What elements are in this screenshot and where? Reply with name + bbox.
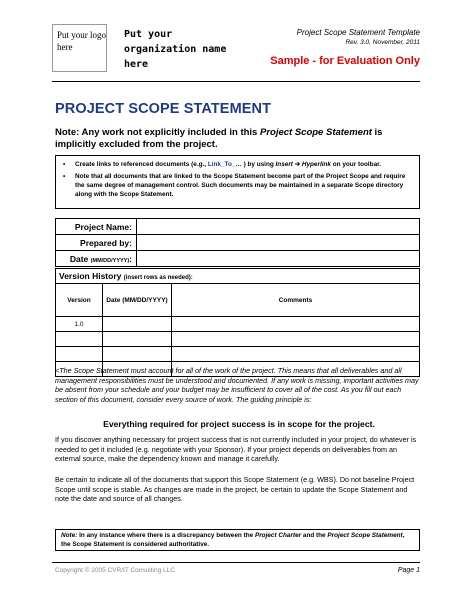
table-row (56, 332, 420, 347)
project-charter-ref: Project Charter (254, 532, 302, 539)
version-history-table (55, 268, 420, 377)
prepared-by-row (56, 235, 420, 251)
scope-note-after: is implicitly excluded from the project. (55, 127, 383, 150)
comments-cell[interactable] (172, 332, 420, 347)
comments-cell[interactable] (172, 347, 420, 362)
instruction-bullet-documents (62, 172, 413, 199)
guiding-principle: Everything required for project success is in scope for the project. (103, 419, 375, 429)
sample-notice: Sample - for Evaluation Only (270, 55, 420, 67)
date-colon: : (129, 253, 132, 264)
version-cell[interactable] (56, 347, 103, 362)
bullet2-text: Note that all documents that are linked to the Scope Statement become part of the Project Scope and require the same degree of management control. Such documents may be maintained in a separate Scope directory along with the Scope Statement. (75, 173, 406, 198)
version-cell[interactable] (56, 332, 103, 347)
project-info-table (55, 218, 420, 267)
supporting-docs-paragraph: Be certain to indicate all of the documents that support this Scope Statement (e.g. WBS). Do not baseline Project Scope until scope is stable. As changes are made in the project, be certain to update the Scope Statement and note the date and source of all changes. (55, 475, 415, 504)
date-cell[interactable] (103, 317, 172, 332)
discrepancy-note-after: , the Scope Statement is considered authoritative. (61, 532, 405, 548)
footer-divider (52, 562, 420, 563)
bullet-icon: • (63, 173, 66, 180)
discrepancy-note (55, 529, 420, 551)
version-history-title: Version History (59, 271, 122, 281)
table-row (56, 317, 420, 332)
hyperlink-menu-ref: Hyperlink (301, 161, 331, 168)
template-title: Project Scope Statement Template (296, 28, 420, 37)
page-title: PROJECT SCOPE STATEMENT (55, 101, 272, 117)
discrepancy-note-mid: and the (301, 532, 328, 539)
header-divider (52, 81, 420, 82)
date-format-hint: (MM/DD/YYYY) (90, 257, 130, 264)
version-history-header (56, 284, 420, 317)
scope-note (55, 127, 425, 151)
scope-note-emphasis: Project Scope Statement (259, 127, 372, 138)
date-field[interactable] (137, 251, 420, 267)
revision-text: Rev. 3.0, November, 2011 (345, 39, 420, 46)
bullet1-suffix: on your toolbar. (330, 161, 382, 168)
prepared-by-label: Prepared by: (56, 235, 137, 251)
scope-guidance-paragraph: <The Scope Statement must account for all of the work of the project. This means that all deliverables and all management responsibilities must be understood and documented. If any work is missing, important activities may be absent from your schedule and your budget may be insufficient to cover all of the cost. As you fill out each section of this document, consider every source of work. The guiding principle is: (55, 366, 419, 404)
column-header-comments: Comments (172, 284, 420, 317)
date-row (56, 251, 420, 267)
bullet-icon: • (63, 161, 66, 168)
discrepancy-note-before: In any instance where there is a discrepancy between the (77, 532, 255, 539)
page-number: Page 1 (397, 567, 420, 574)
project-name-row (56, 219, 420, 235)
version-history-caption-row (56, 269, 420, 284)
instruction-bullet-links (62, 160, 413, 169)
missing-work-paragraph: If you discover anything necessary for project success that is not currently included in your project, do whatever is needed to get it included (e.g. negotiate with your Sponsor). If your project depends on deliverables from an external source, make the dependency known and manage it carefully. (55, 435, 417, 464)
version-history-hint: (insert rows as needed): (123, 275, 193, 281)
bullet1-prefix: Create links to referenced documents (e.g., (75, 161, 208, 168)
bullet1-mid: ) by using (241, 161, 276, 168)
arrow-icon: ➔ (294, 161, 301, 168)
copyright-text: Copyright © 2005 CVR/IT Consulting LLC (55, 567, 175, 574)
date-cell[interactable] (103, 347, 172, 362)
comments-cell[interactable] (172, 317, 420, 332)
date-label-cell (56, 251, 137, 267)
column-header-date: Date (MM/DD/YYYY) (103, 284, 172, 317)
table-row (56, 347, 420, 362)
scope-note-before: Note: Any work not explicitly included in this (55, 127, 260, 138)
version-history-caption (56, 269, 420, 284)
prepared-by-field[interactable] (137, 235, 420, 251)
logo-placeholder-text: Put your logo here (57, 30, 107, 52)
date-cell[interactable] (103, 332, 172, 347)
version-cell[interactable]: 1.0 (56, 317, 103, 332)
discrepancy-note-label: Note: (61, 532, 78, 539)
column-header-version: Version (56, 284, 103, 317)
project-scope-statement-ref: Project Scope Statement (327, 532, 403, 539)
date-label: Date (69, 253, 89, 264)
insert-menu-ref: Insert (275, 161, 293, 168)
logo-placeholder (52, 24, 107, 72)
instructions-box (55, 155, 420, 209)
organization-name: Put your organization name here (124, 29, 227, 70)
project-name-label: Project Name: (56, 219, 137, 235)
link-to-example[interactable]: Link_To_… (207, 161, 242, 168)
project-name-field[interactable] (137, 219, 420, 235)
